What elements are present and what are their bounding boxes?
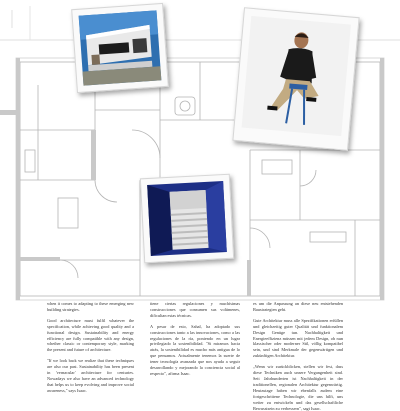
- english-paragraph-1: when it comes to adapting to these emerging new building strategies.: [47, 301, 134, 312]
- spanish-paragraph-2: A pesar de esto, Sahal, ha adoptado sus construcciones tanto a las innovaciones, como a las regulaciones de la ría, poniendo en un lugar privilegiado la sostenibilidad. "Si miramos hacia atrás, la sostenibilidad es mucho más antigua de lo que pensamos. Actualmente tenemos la suerte de tener tecnología avanzada que nos ayuda a seguir desarrollando y mejorando la conciencia social al respecto", afirma Isaac.: [150, 323, 240, 376]
- german-paragraph-2: Gute Architektur muss alle Spezifikationen erfüllen und gleichzeitig guter Qualität und funktionalem Design Genüge tun. Nachhaltigkeit und Energieeffizienz müssen mit jedem Design, ob nun klassischer oder moderner Stil, völlig kompatibel sein, und sind Merkmale der gegenwärtigen und zukünftigen Architektur.: [253, 317, 343, 359]
- house-exterior-photo: [71, 3, 169, 93]
- spanish-text-column: [150, 301, 240, 400]
- interior-photo-icon: [147, 181, 227, 256]
- spanish-paragraph-1: tiene ciertas regulaciones y muchísimas construcciones que consumen sus volúmenes, dificultan estas técnicas.: [150, 301, 240, 318]
- english-paragraph-3: "If we look back we realize that these techniques are also our past. Sustainability has been present in 'vernacular' architecture for centuries. Nowadays we also have an advanced technology that helps us to keep evolving and improve social awareness," says Isaac.: [47, 358, 134, 393]
- interior-detail-photo: [140, 174, 234, 264]
- german-text-column: [253, 301, 343, 411]
- architect-portrait-photo: [232, 7, 359, 151]
- german-paragraph-1: es um die Anpassung an diese neu entstehenden Baustrategien geht.: [253, 301, 343, 312]
- english-paragraph-2: Good architecture must fulfil whatever the specification, while achieving good quality and a functional design. Sustainability and energy efficiency are fully compatible with any design, whether classic or contemporary style, marking the present and future of architecture.: [47, 317, 134, 353]
- portrait-photo-icon: [242, 16, 351, 136]
- building-photo-icon: [79, 10, 162, 85]
- german-paragraph-3: „Wenn wir zurückblicken, stellen wir fest, dass diese Techniken auch unsere Vergangenheit sind. Seit Jahrhunderten ist Nachhaltigkeit in der traditionellen, regionalen Architektur gegenwärtig. Heutzutage haben wir ebenfalls zudem eine fortgeschrittene Technologie, die uns hilft, uns weiter zu entwickeln und das gesellschaftliche Bewusstsein zu verbessern", sagt Isaac.: [253, 364, 343, 411]
- english-text-column: [47, 301, 134, 400]
